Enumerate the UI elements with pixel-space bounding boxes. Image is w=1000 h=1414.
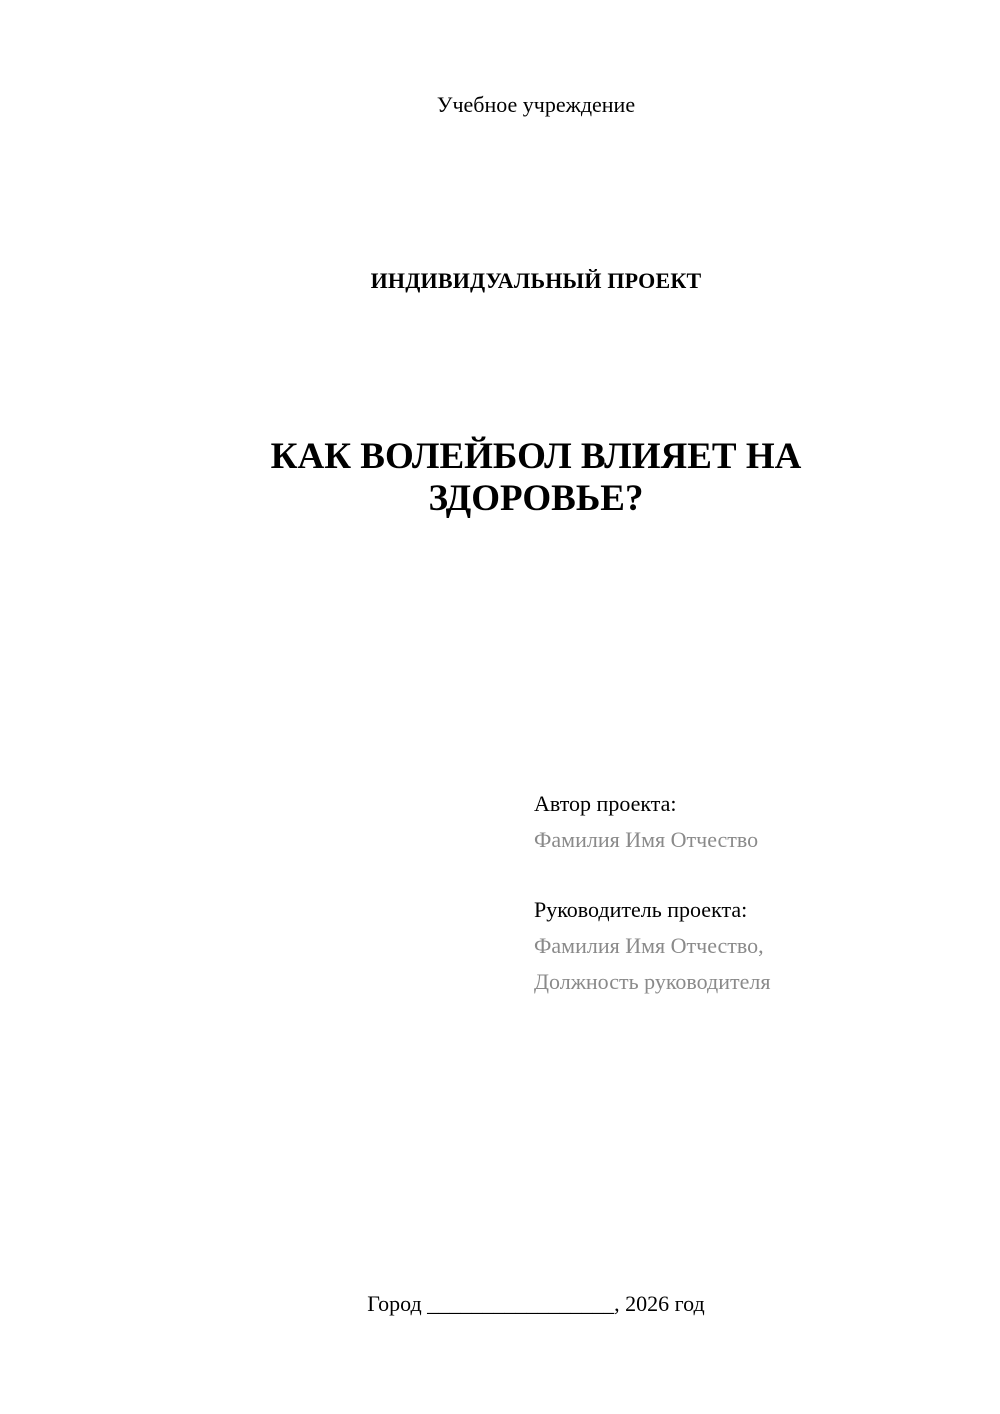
city-year-footer: Город _________________, 2026 год bbox=[367, 1291, 705, 1316]
supervisor-label: Руководитель проекта: bbox=[534, 897, 748, 922]
project-title bbox=[72, 436, 1000, 520]
supervisor-name: Фамилия Имя Отчество, bbox=[534, 933, 764, 958]
project-info-block bbox=[534, 786, 974, 1000]
author-label: Автор проекта: bbox=[534, 791, 677, 816]
project-title-line-1: КАК ВОЛЕЙБОЛ ВЛИЯЕТ НА bbox=[270, 436, 802, 477]
institution-name: Учебное учреждение bbox=[436, 92, 636, 117]
project-type-heading: ИНДИВИДУАЛЬНЫЙ ПРОЕКТ bbox=[370, 268, 702, 293]
project-title-line-2: ЗДОРОВЬЕ? bbox=[428, 478, 644, 519]
supervisor-position: Должность руководителя bbox=[534, 969, 771, 994]
author-name: Фамилия Имя Отчество bbox=[534, 827, 759, 852]
info-spacer bbox=[534, 858, 974, 892]
